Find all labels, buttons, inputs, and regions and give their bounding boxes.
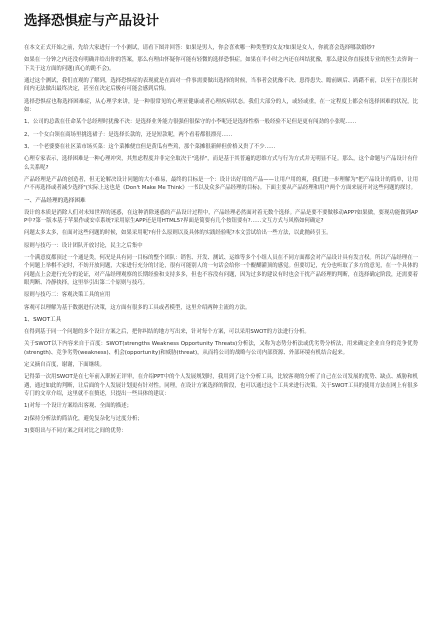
paragraph: 设计的本质是消除人们对未知世界的迷惑，在这种消除迷惑的产品设计过程中，产品经理必然面对着无数个选择。产品是要不要做移动APP?如果做，要现功能做到APP中?第一版本基于苹果作或安卓系统?采用原生APP还是用HTML5?界面是简要有几个按钮要有?……文互方式与风格如何确定? — [24, 209, 418, 224]
paragraph: 问题太多太多，在面对这些问题的时候，如果采用呢?有什么原则以及具体的实践经验呢?本文尝试给出一些方法，以此抛砖引玉。 — [24, 230, 332, 237]
paragraph: 2、一个女白领在商场里挑选裙子：是选择长款的，还是短款呢，两个看着都很漂亮…… — [24, 131, 233, 138]
paragraph: 记得第一次用SWOT是在七年前入职转正评审，在介绍PPT中的个人发展规划时，我用到了这个分析工具，比较客观的分析了自己在公司发展的优势、缺点、威胁和机遇，通过如此的判断，让后面的个人发展计划更有针对性。同理，在设计方案选择的阶段，也可以通过这个工具来进行决策。关于SWOT工具的使用方法在网上有很多专门的文章介绍，这里就不在赘述，只提出一些具体的建议： — [24, 374, 418, 397]
paragraph: 原则与技巧二：客观决策工具的应用 — [24, 292, 111, 299]
paragraph: 在得到基于同一个问题的多个设计方案之后，把你纠结的地方写出来，针对每个方案，可以采用SWOT的方法进行分析。 — [24, 329, 310, 336]
paragraph: 关于SWOT以下内容来自于百度：SWOT(strengths Weakness Opportunity Threats)分析法，又称为态势分析法或优劣势分析法，用来确定企业自身的竞争优势(strength)、竞争劣势(weakness)、机会(opportunity)和威胁(threat)，从而将公司的战略与公司内部资源、外部环境有机结合起来。 — [24, 341, 418, 356]
paragraph: 1、公司的总裁在任命某个总经理时犹豫不决：是选择业务能力很强但很保守的小李呢还是选择性格一般经验不足但是更有闯劲的小张呢…… — [24, 119, 357, 126]
document-title: 选择恐惧症与产品设计 — [24, 13, 159, 29]
paragraph: 客观可以理解为基于数据进行决策，这方面有很多的工具或者模型，这里介绍两种主流的方法。 — [24, 304, 251, 311]
paragraph: 3)要组出与不同方案之间对比之间的优势： — [24, 428, 127, 435]
paragraph: 如果在一分钟之内还没有明确并给出你的答案，那么有理由怀疑你可能有轻微的选择恐惧症。如果在半小时之内还在纠结犹豫，那么建议你直接找专业的医生去咨询一下关于这方面的问题(真心的跪不会)。 — [24, 57, 418, 72]
paragraph: 1)对每一个设计方案给出客观、全面的描述； — [24, 403, 132, 410]
paragraph: 2)保持分析法的简洁化，避免复杂化与过度分析； — [24, 415, 143, 422]
paragraph: 在本文正式开始之前，先给大家进行一个小测试，请看下图并回答：如果是男人，你会喜欢哪一种类型的女友?如果是女人，你就喜会选择哪款婚纱? — [24, 45, 375, 51]
paragraph: 原则与技巧一：设计团队开放讨论，民主之后集中 — [24, 242, 143, 249]
paragraph: 通过这个测试，我们直观的了解到，选择恐惧症的表现就是在面对一件事需要做出选择的时候，当事者会犹豫不决、患得患失、瞻前顾后、踌躇不前，以至于在很长时间内无法做出最终决定，甚至在决定后极有可能会感到后悔。 — [24, 77, 418, 93]
paragraph: 产品经理是产品的创造者，但无论解决设计问题的大小难易，最终的目标是一个：设计出好用的产品——让用户用的爽，我们进一步理解为"把产品设计的简单，让用户不再选择或者减少选择"(实际上这也是《Don't Make Me Think》一书以及众多产品经理的目标)。下面主要从产品经理和用户两个方面来展开对这些问题的探讨。 — [24, 176, 418, 192]
paragraph: 选择恐惧症也称选择困难症，从心理学来讲，是一种很常见的心理亚健康或者心理疾病状态。我们大部分的人，或轻或重，在一定程度上都会有选择困难的状况，比如： — [24, 98, 418, 113]
paragraph: 心理专家表示，选择困难是一种心理冲突，其焦虑程度并非完全取决于"选择"，而是基于其普遍的思维方式与行为方式并无明显不足。那么，这个命题与产品设计有什么关系呢? — [24, 156, 418, 171]
paragraph: 一个满意度都顶过一个通是类，何况是具有同一目标的整个团队：销售、开发、测试、运维等多个小组人员在不同方面都会对产品设计具有发言权。所以产品经理在一个问题上举棋不定时，不妨开放问题，大家进行充分的讨论，很有可能别人的一句话会给你一个醍醐灌顶的感觉。但要切记，充分也听取了多方的意见，在一个具体的问题点上会进行充分的论证，对产品经理观察的长期经验和支持多多，但也不容没有问题，因为过多的建议有时也会干扰产品经理的判断，在选择确定阶段，还需要着眼判断、冷静抉择，这里举引出第二个原则与技巧。 — [24, 255, 418, 286]
section-heading: 1、SWOT工具 — [24, 316, 62, 323]
document-body — [24, 44, 418, 435]
paragraph: 3、一个老婆婆在社区菜市场买菜：这个菜摊便宜但是黄瓜有些蔫，那个菜摊很新鲜但价格又贵了不少…… — [24, 143, 276, 150]
section-heading: 一、产品经理的选择困难 — [24, 197, 86, 204]
paragraph: 定义摘自百度，谢谢，下面继续。 — [24, 362, 105, 369]
